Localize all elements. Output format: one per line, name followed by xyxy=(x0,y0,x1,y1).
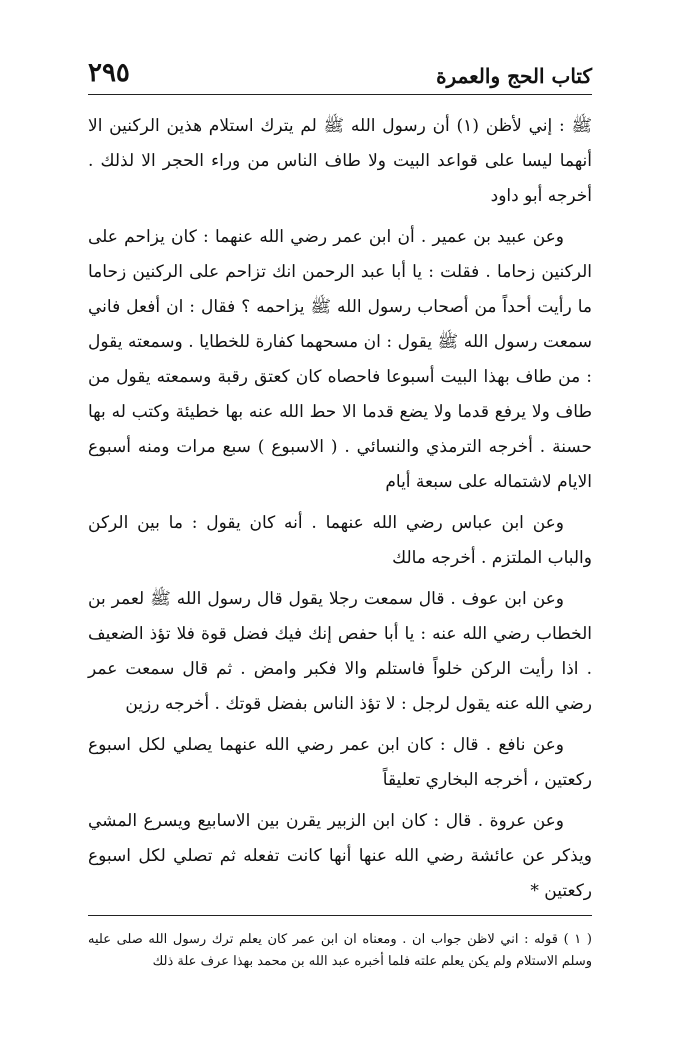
paragraph: ﷺ : إني لأظن (١) أن رسول الله ﷺ لم يترك استلام هذين الركنين الا أنهما ليسا على قواعد البيت ولا طاف الناس من وراء الحجر الا لذلك . أخرجه أبو داود xyxy=(88,116,592,206)
header-rule xyxy=(88,94,592,95)
running-head: كتاب الحج والعمرة xyxy=(436,64,592,88)
footnote: ( ١ ) قوله : اني لاظن جواب ان . ومعناه ان ابن عمر كان يعلم ترك رسول الله صلى عليه وسلم الاستلام ولم يكن يعلم علته فلما أخبره عبد الله بن محمد بهذا عرف علة ذلك xyxy=(88,932,592,969)
paragraph: وعن ابن عباس رضي الله عنهما . أنه كان يقول : ما بين الركن والباب الملتزم . أخرجه مالك xyxy=(88,513,592,568)
paragraph: وعن عروة . قال : كان ابن الزبير يقرن بين الاسابيع ويسرع المشي ويذكر عن عائشة رضي الله عنها أنها كانت تفعله ثم تصلي لكل اسبوع ركعتين * xyxy=(88,811,592,901)
body-text xyxy=(88,109,592,909)
footnote-rule xyxy=(88,915,592,916)
paragraph: وعن ابن عوف . قال سمعت رجلا يقول قال رسول الله ﷺ لعمر بن الخطاب رضي الله عنه : يا أبا حفص إنك فيك فضل قوة فلا تؤذ الضعيف . اذا رأيت الركن خلواً فاستلم والا فكبر وامض . ثم قال سمعت عمر رضي الله عنه يقول لرجل : لا تؤذ الناس بفضل قوتك . أخرجه رزين xyxy=(88,589,592,714)
paragraph: وعن نافع . قال : كان ابن عمر رضي الله عنهما يصلي لكل اسبوع ركعتين ، أخرجه البخاري تعليقاً xyxy=(88,735,592,790)
page-header xyxy=(88,54,592,88)
page-number: ٢٩٥ xyxy=(88,58,130,88)
paragraph: وعن عبيد بن عمير . أن ابن عمر رضي الله عنهما : كان يزاحم على الركنين زحاما . فقلت : يا أبا عبد الرحمن انك تزاحم على الركنين زحاما ما رأيت أحداً من أصحاب رسول الله ﷺ يزاحمه ؟ فقال : ان أفعل فاني سمعت رسول الله ﷺ يقول : ان مسحهما كفارة للخطايا . وسمعته يقول : من طاف بهذا البيت أسبوعا فاحصاه كان كعتق رقبة وسمعته يقول من طاف ولا يرفع قدما ولا يضع قدما الا حط الله عنه بها خطيئة وكتب له بها حسنة . أخرجه الترمذي والنسائي . ( الاسبوع ) سبع مرات ومنه أسبوع الايام لاشتماله على سبعة أيام xyxy=(88,227,592,492)
